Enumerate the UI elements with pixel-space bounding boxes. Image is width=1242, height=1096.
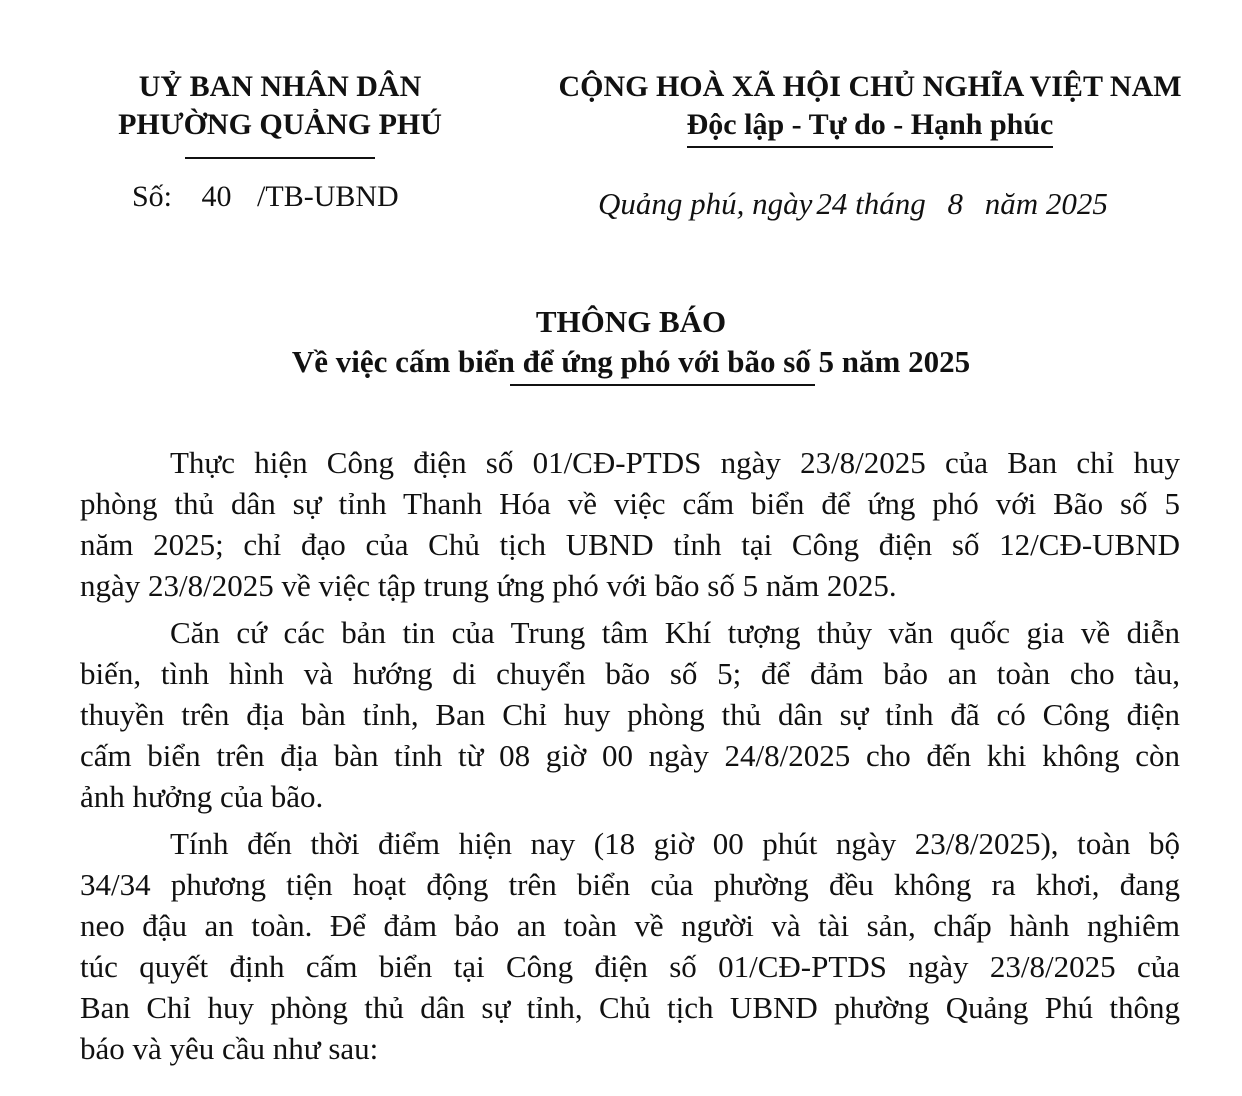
authority-divider xyxy=(185,157,375,159)
place-and-date xyxy=(598,186,1108,222)
paragraph-line: thuyền trên địa bàn tỉnh, Ban Chỉ huy phòng thủ dân sự tỉnh đã có Công điện xyxy=(80,697,1180,732)
paragraph-3 xyxy=(80,823,1180,1069)
paragraph-line: túc quyết định cấm biển tại Công điện số 01/CĐ-PTDS ngày 23/8/2025 của xyxy=(80,949,1180,984)
paragraph-1 xyxy=(80,442,1180,606)
document-number-label: Số: xyxy=(132,180,173,213)
document-number-value: 40 xyxy=(201,180,232,213)
paragraph-2 xyxy=(80,612,1180,817)
document-title: THÔNG BÁO xyxy=(535,304,727,339)
authority-line-2: PHƯỜNG QUẢNG PHÚ xyxy=(118,108,442,141)
paragraph-line: 34/34 phương tiện hoạt động trên biển của phường đều không ra khơi, đang xyxy=(80,867,1180,902)
paragraph-line: cấm biển trên địa bàn tỉnh từ 08 giờ 00 ngày 24/8/2025 cho đến khi không còn xyxy=(80,738,1180,773)
paragraph-line: Căn cứ các bản tin của Trung tâm Khí tượng thủy văn quốc gia về diễn xyxy=(170,615,1180,650)
paragraph-line: biến, tình hình và hướng di chuyển bão số 5; để đảm bảo an toàn cho tàu, xyxy=(80,656,1180,691)
authority-line-1: UỶ BAN NHÂN DÂN xyxy=(138,70,422,103)
date-year: năm 2025 xyxy=(984,186,1108,221)
document-subtitle: Về việc cấm biển để ứng phó với bão số 5 năm 2025 xyxy=(291,344,971,379)
title-underline xyxy=(510,384,815,386)
document-body xyxy=(80,442,1180,1075)
document-title-block xyxy=(0,302,1242,382)
date-month: 8 xyxy=(947,186,964,221)
paragraph-line: phòng thủ dân sự tỉnh Thanh Hóa về việc cấm biển để ứng phó với Bão số 5 xyxy=(80,486,1180,521)
paragraph-line: báo và yêu cầu như sau: xyxy=(80,1031,379,1066)
date-place: Quảng phú, ngày xyxy=(598,186,813,221)
paragraph-line: neo đậu an toàn. Để đảm bảo an toàn về người và tài sản, chấp hành nghiêm xyxy=(80,908,1180,943)
national-header xyxy=(520,68,1220,148)
paragraph-line: ảnh hưởng của bão. xyxy=(80,779,324,814)
paragraph-line: năm 2025; chỉ đạo của Chủ tịch UBND tỉnh tại Công điện số 12/CĐ-UBND xyxy=(80,527,1180,562)
paragraph-line: ngày 23/8/2025 về việc tập trung ứng phó với bão số 5 năm 2025. xyxy=(80,568,897,603)
date-month-label: tháng xyxy=(855,186,926,221)
date-day: 24 xyxy=(816,186,848,221)
paragraph-line: Ban Chỉ huy phòng thủ dân sự tỉnh, Chủ tịch UBND phường Quảng Phú thông xyxy=(80,990,1180,1025)
document-number xyxy=(132,180,399,214)
nation-name: CỘNG HOÀ XÃ HỘI CHỦ NGHĨA VIỆT NAM xyxy=(558,70,1182,103)
national-motto: Độc lập - Tự do - Hạnh phúc xyxy=(687,106,1054,148)
issuing-authority xyxy=(70,68,490,159)
paragraph-line: Tính đến thời điểm hiện nay (18 giờ 00 phút ngày 23/8/2025), toàn bộ xyxy=(170,826,1180,861)
paragraph-line: Thực hiện Công điện số 01/CĐ-PTDS ngày 23/8/2025 của Ban chỉ huy xyxy=(170,445,1180,480)
document-number-suffix: /TB-UBND xyxy=(257,180,399,213)
